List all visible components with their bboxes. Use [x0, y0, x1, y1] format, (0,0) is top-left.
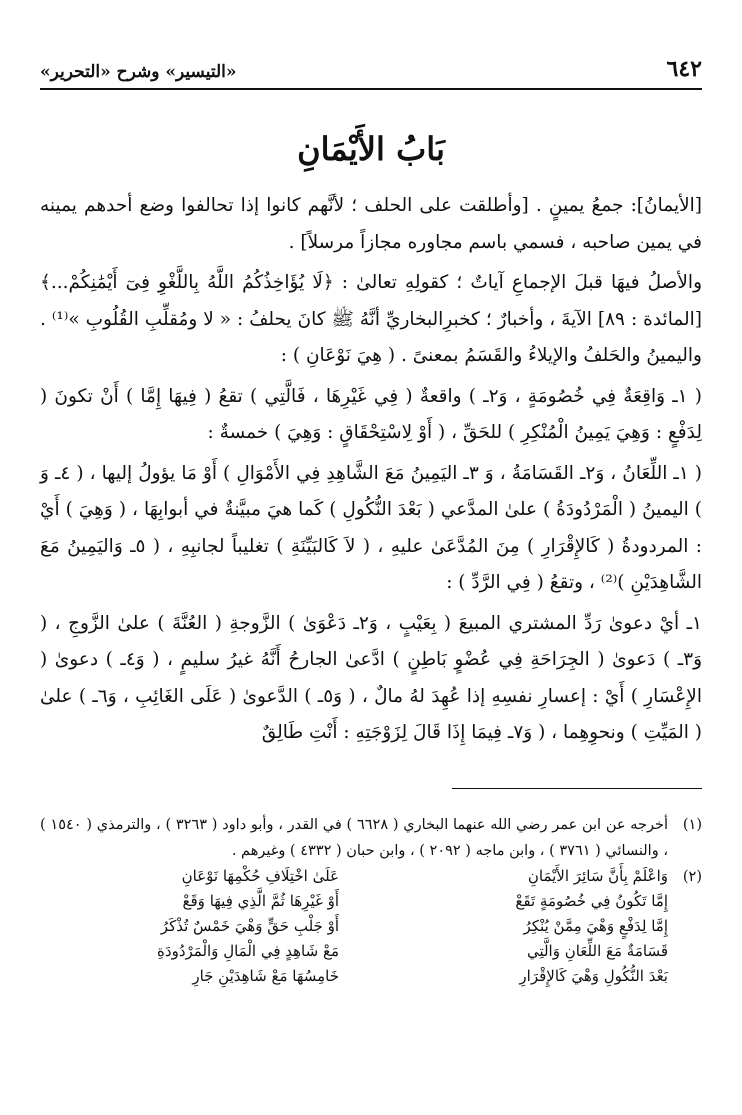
poem-hemistich: وَاعْلَمْ بِأَنَّ سَائِرَ الأَيْمَانِ: [527, 867, 668, 885]
poem-hemistich: خَامِسُهَا مَعْ شَاهِدَيْنِ جَارِ: [192, 967, 339, 985]
paragraph: ( ١ـ وَاقِعَةٌ فِي خُصُومَةٍ ، وَ٢ـ ) واقعةٌ ( فِي غَيْرِهَا ، فَالَّتِي ) تقعُ ( فِيهَا إِمَّا ) أَنْ تكونَ ( لِدَفْعٍ : وَهِيَ يَمِينُ الْمُنْكِرِ ) للحَقِّ ، ( أَوْ لِاسْتِحْقَاقٍ : وَهِيَ ) خمسةٌ :: [40, 385, 702, 443]
paragraph: والأصلُ فيهَا قبلَ الإجماعِ آياتٌ ؛ كقولِهِ تعالىٰ : ﴿لَا يُؤَاخِذُكُمُ اللَّهُ بِاللَّغْوِ فِىٓ أَيْمَٰنِكُمْ...﴾ [المائدة : ٨٩] الآيةَ ، وأخبارٌ ؛ كخبرِالبخاريِّ أنَّهُ ﷺ كانَ يحلفُ : « لا ومُقلِّبِ القُلُوبِ »⁽¹⁾ . واليمينُ والحَلفُ والإيلاءُ والقَسَمُ بمعنىً . ( هِيَ نَوْعَانِ ) :: [40, 272, 703, 366]
paragraph: [الأيمانُ]: جمعُ يمينٍ . [وأطلقت على الحلف ؛ لأنَّهم كانوا إذا تحالفوا وضع أحدهم يمينه في يمين صاحبه ، فسمي باسم مجاوره مجازاً مرسلاً] .: [40, 195, 702, 253]
poem-hemistich: عَلَىٰ اخْتِلَافِ حُكْمِهَا نَوْعَانِ: [181, 867, 339, 885]
poem-hemistich: أَوْ غَيْرِهَا ثُمَّ الَّذِي فِيهَا وَقَعْ: [182, 892, 339, 910]
footnote-number: (١): [682, 817, 702, 833]
footnote-separator: [452, 788, 702, 789]
poem-hemistich: إِمَّا لِدَفْعٍ وَهْيَ مِمَّنْ يُنْكِرُ: [523, 917, 668, 935]
poem-hemistich: بَعْدَ النُّكُولِ وَهْيَ كَالإِقْرَارِ: [519, 967, 668, 985]
poem-hemistich: إِمَّا تَكُونُ فِي خُصُومَةٍ تَقَعْ: [515, 892, 668, 910]
poem-hemistich: مَعْ شَاهِدٍ فِي الْمَالِ وَالْمَرْدُودَةِ: [157, 942, 339, 960]
running-head: «التيسير» وشرح «التحرير»: [40, 62, 237, 82]
main-text: [40, 188, 702, 752]
page-number: ٦٤٢: [666, 56, 702, 82]
footnote-number: (٢): [682, 869, 702, 885]
chapter-title: بَابُ الأَيْمَانِ: [297, 130, 445, 168]
poem: [40, 864, 668, 989]
poem-hemistich: قَسَامَةٌ مَعَ اللِّعَانِ وَالَّتِي: [526, 942, 668, 960]
footnote-text: أخرجه عن ابن عمر رضي الله عنهما البخاري ( ٦٦٢٨ ) في القدر ، وأبو داود ( ٣٢٦٣ ) ، والترمذي ( ١٥٤٠ ) ، والنسائي ( ٣٧٦١ ) ، وابن ماجه ( ٢٠٩٢ ) ، وابن حبان ( ٤٣٣٢ ) وغيرهم .: [40, 817, 669, 859]
footnote-1: [40, 812, 702, 864]
page-header: [40, 48, 702, 90]
footnote-2: [40, 864, 702, 989]
paragraph: ( ١ـ اللِّعَانُ ، وَ٢ـ القَسَامَةُ ، وَ ٣ـ اليَمِينُ مَعَ الشَّاهِدِ فِي الأَمْوَالِ ) أَوْ مَا يؤولُ إليها ، ( ٤ـ وَ ) اليمينُ ( الْمَرْدُودَةُ ) علىٰ المدَّعي ( بَعْدَ النُّكُولِ ) كَما هيَ مبيَّنةٌ في أبوابِهَا ، ( وَهِيَ ) أَيْ : المردودةُ ( كَالإِقْرَارِ ) مِنَ المُدَّعَىٰ عليهِ ، ( لاَ كَالبَيِّنَةِ ) تغليباً لجانبِهِ ، ( ٥ـ وَاليَمِينُ مَعَ الشَّاهِدَيْنِ )⁽²⁾ ، وتقعُ ( فِي الرَّدِّ ) :: [40, 462, 703, 593]
paragraph: ١ـ أيْ دعوىٰ رَدِّ المشتري المبيعَ ( بِعَيْبٍ ، وَ٢ـ دَعْوَىٰ ) الزَّوجةِ ( العُنَّةَ ) علىٰ الزَّوجِ ، ( وَ٣ـ ) دَعوىٰ ( الجِرَاحَةِ فِي عُضْوٍ بَاطِنٍ ) ادَّعىٰ الجارحُ أَنَّهُ غيرُ سليمٍ ، ( وَ٤ـ ) دعوىٰ ( الإِعْسَارِ ) أَيْ : إعسارِ نفسِهِ إذا عُهِدَ لهُ مالٌ ، ( وَ٥ـ ) الدَّعوىٰ ( عَلَى الغَائِبِ ، وَ٦ـ ) علىٰ ( المَيِّتِ ) ونحوِهِما ، ( وَ٧ـ فِيمَا إِذَا قَالَ لِزَوْجَتِهِ : أَنْتِ طَالِقٌ: [40, 612, 703, 743]
poem-hemistich: أَوْ جَلْبِ حَقٍّ وَهْيَ خَمْسٌ تُذْكَرُ: [160, 917, 339, 935]
footnotes: [40, 812, 702, 989]
